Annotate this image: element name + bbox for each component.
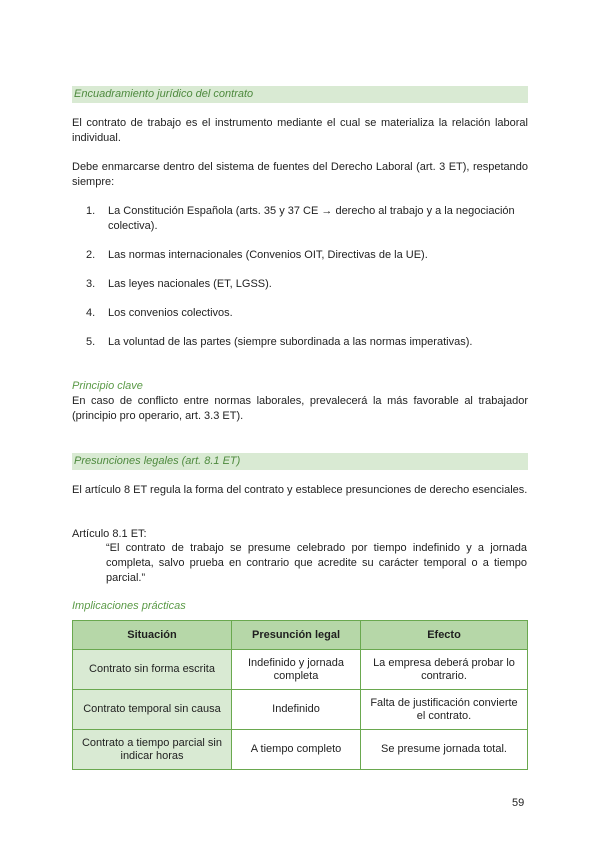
list-item [86, 306, 526, 321]
page-number: 59 [512, 797, 525, 809]
list-item [86, 204, 526, 234]
table-header-row [73, 621, 528, 650]
list-number: 4. [86, 307, 96, 319]
paragraph-intro: El contrato de trabajo es el instrumento mediante el cual se materializa la relación laboral individual. [72, 117, 528, 144]
article-label: Artículo 8.1 ET: [72, 528, 147, 540]
list-text: Los convenios colectivos. [108, 307, 233, 319]
column-header-presuncion: Presunción legal [232, 621, 361, 650]
implications-table [72, 620, 528, 770]
list-text: Las normas internacionales (Convenios OIT, Directivas de la UE). [108, 249, 428, 261]
list-text: Las leyes nacionales (ET, LGSS). [108, 278, 272, 290]
table-row [73, 730, 528, 770]
list-number: 3. [86, 278, 96, 290]
table-cell: Indefinido [232, 690, 361, 730]
column-header-efecto: Efecto [361, 621, 528, 650]
list-item [86, 248, 526, 263]
column-header-situacion: Situación [73, 621, 232, 650]
article-quote: “El contrato de trabajo se presume celebrado por tiempo indefinido y a jornada completa, salvo prueba en contrario que acredite su carácter temporal o a tiempo parcial.” [106, 542, 527, 584]
table-row [73, 690, 528, 730]
list-item [86, 335, 526, 350]
paragraph-fuentes: Debe enmarcarse dentro del sistema de fuentes del Derecho Laboral (art. 3 ET), respetando siempre: [72, 161, 528, 188]
list-item [86, 277, 526, 292]
table-cell: Falta de justificación convierte el contrato. [361, 690, 528, 730]
list-text: La voluntad de las partes (siempre subordinada a las normas imperativas). [108, 336, 473, 348]
section-heading-encuadramiento: Encuadramiento jurídico del contrato [72, 86, 528, 103]
table-cell: La empresa deberá probar lo contrario. [361, 650, 528, 690]
table-cell: Contrato sin forma escrita [73, 650, 232, 690]
table-cell: Contrato a tiempo parcial sin indicar horas [73, 730, 232, 770]
list-text: La Constitución Española (arts. 35 y 37 CE → derecho al trabajo y a la negociación colectiva). [108, 205, 515, 232]
principle-text: En caso de conflicto entre normas laborales, prevalecerá la más favorable al trabajador (principio pro operario, art. 3.3 ET). [72, 395, 528, 422]
table-row [73, 650, 528, 690]
table-cell: Indefinido y jornada completa [232, 650, 361, 690]
table-cell: A tiempo completo [232, 730, 361, 770]
implications-label: Implicaciones prácticas [72, 600, 186, 612]
paragraph-articulo-8: El artículo 8 ET regula la forma del contrato y establece presunciones de derecho esenciales. [72, 484, 528, 496]
principle-label: Principio clave [72, 380, 143, 392]
list-number: 1. [86, 205, 96, 217]
list-number: 5. [86, 336, 96, 348]
table-cell: Contrato temporal sin causa [73, 690, 232, 730]
section-heading-presunciones: Presunciones legales (art. 8.1 ET) [72, 453, 528, 470]
list-number: 2. [86, 249, 96, 261]
table-cell: Se presume jornada total. [361, 730, 528, 770]
